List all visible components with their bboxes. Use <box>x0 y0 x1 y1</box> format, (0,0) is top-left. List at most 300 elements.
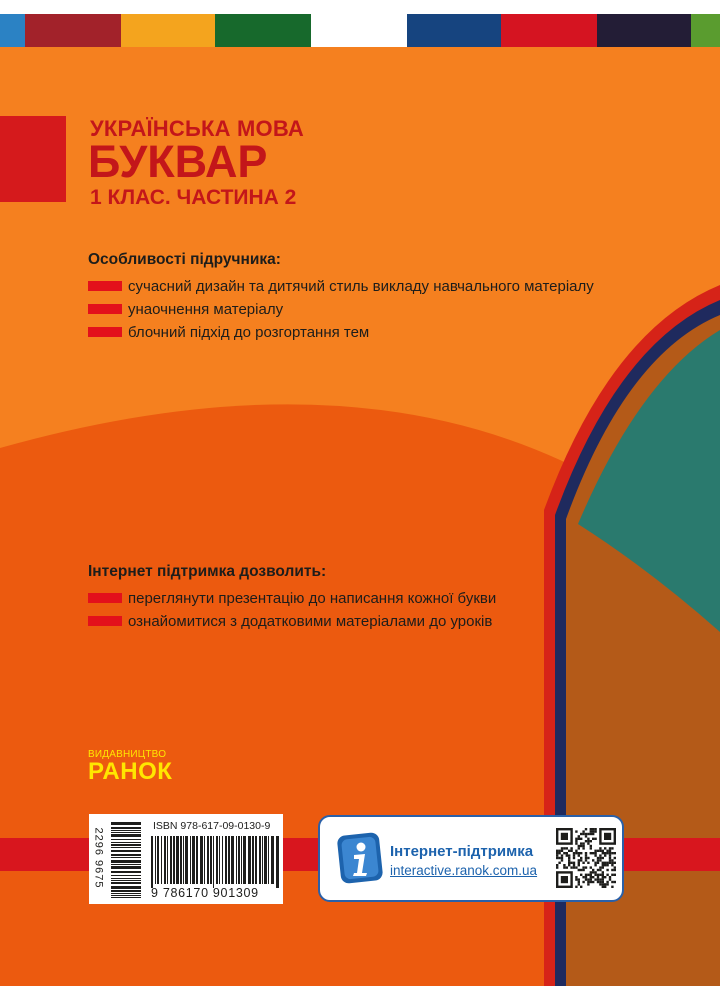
qr-module <box>568 857 570 859</box>
qr-module <box>582 866 584 868</box>
qr-module <box>590 845 592 847</box>
qr-module <box>585 840 587 842</box>
qr-module <box>611 886 613 888</box>
qr-module <box>585 833 587 835</box>
qr-module <box>614 866 616 868</box>
barcode-bar <box>228 836 230 884</box>
qr-module <box>604 886 606 888</box>
barcode-bar <box>238 836 240 884</box>
qr-module <box>585 835 587 837</box>
qr-module <box>594 852 596 854</box>
qr-module <box>556 854 558 856</box>
qr-module <box>594 828 596 830</box>
qr-module <box>558 862 560 864</box>
qr-module <box>602 852 604 854</box>
qr-module <box>568 854 570 856</box>
barcode-bar <box>200 836 203 884</box>
qr-module <box>575 876 577 878</box>
qr-module <box>580 838 582 840</box>
qr-module <box>592 859 594 861</box>
qr-module <box>604 864 606 866</box>
qr-module <box>590 881 592 883</box>
side-barcode-bar <box>111 842 141 843</box>
qr-module <box>570 862 572 864</box>
qr-module <box>587 874 589 876</box>
qr-module <box>599 850 601 852</box>
qr-module <box>582 833 584 835</box>
qr-module <box>587 840 589 842</box>
qr-module <box>582 830 584 832</box>
side-barcode-bar <box>111 844 141 846</box>
qr-module <box>614 869 616 871</box>
qr-module <box>599 874 601 876</box>
qr-module <box>602 874 604 876</box>
qr-module <box>587 857 589 859</box>
side-barcode-bar <box>111 827 141 829</box>
features-section <box>88 251 594 344</box>
qr-module <box>611 881 613 883</box>
publisher-prefix: ВИДАВНИЦТВО <box>88 749 167 760</box>
side-barcode-bar <box>111 871 141 873</box>
qr-module <box>587 833 589 835</box>
qr-module <box>582 847 584 849</box>
side-barcode-bar <box>111 897 141 898</box>
barcode-bar <box>192 836 195 884</box>
side-barcode-bar <box>111 878 141 879</box>
qr-module <box>580 869 582 871</box>
qr-module <box>594 862 596 864</box>
bullet-bar <box>88 616 122 626</box>
qr-module <box>582 876 584 878</box>
qr-module <box>594 874 596 876</box>
qr-module <box>561 847 563 849</box>
qr-module <box>606 869 608 871</box>
qr-module <box>575 852 577 854</box>
barcode-bar <box>255 836 257 884</box>
qr-module <box>604 876 606 878</box>
qr-module <box>606 874 608 876</box>
barcode-bar <box>276 836 279 888</box>
qr-module <box>578 847 580 849</box>
bullet-bar <box>88 281 122 291</box>
barcode-bar <box>216 836 218 884</box>
qr-module <box>580 874 582 876</box>
qr-module <box>585 866 587 868</box>
qr-module <box>568 862 570 864</box>
qr-module <box>587 883 589 885</box>
isbn-label: ISBN 978-617-09-0130-9 <box>153 820 271 832</box>
qr-module <box>563 866 565 868</box>
qr-module <box>609 857 611 859</box>
qr-module <box>594 878 596 880</box>
barcode-bar <box>236 836 237 884</box>
qr-module <box>604 862 606 864</box>
qr-module <box>573 857 575 859</box>
qr-module <box>594 830 596 832</box>
qr-module <box>561 857 563 859</box>
qr-module <box>594 871 596 873</box>
support-card-title: Інтернет-підтримка <box>390 843 534 860</box>
qr-module <box>582 842 584 844</box>
qr-module <box>602 862 604 864</box>
qr-module <box>592 869 594 871</box>
side-barcode-bar <box>111 880 141 881</box>
barcode-bar <box>161 836 162 884</box>
qr-module <box>599 878 601 880</box>
support-section <box>88 563 497 633</box>
side-barcode-bar <box>111 890 141 892</box>
qr-module <box>599 857 601 859</box>
qr-module <box>611 862 613 864</box>
qr-module <box>609 859 611 861</box>
barcode-bar <box>248 836 251 884</box>
qr-module <box>599 881 601 883</box>
qr-module <box>575 886 577 888</box>
qr-module <box>573 852 575 854</box>
qr-module <box>606 850 608 852</box>
qr-module <box>592 833 594 835</box>
qr-module <box>590 830 592 832</box>
qr-module <box>611 847 613 849</box>
barcode-bar <box>222 836 223 884</box>
qr-module <box>570 847 572 849</box>
side-barcode-bar <box>111 839 141 840</box>
qr-module <box>590 866 592 868</box>
qr-module <box>578 881 580 883</box>
qr-module <box>602 878 604 880</box>
qr-module <box>597 874 599 876</box>
side-barcode-bar <box>111 875 141 876</box>
side-barcode-bar <box>111 854 141 856</box>
qr-module <box>575 840 577 842</box>
qr-module <box>556 852 558 854</box>
qr-module <box>568 850 570 852</box>
feature-item: унаочнення матеріалу <box>88 298 281 321</box>
barcode-bar <box>173 836 175 884</box>
qr-module <box>599 854 601 856</box>
support-card-url[interactable]: interactive.ranok.com.ua <box>390 863 538 878</box>
qr-module <box>585 876 587 878</box>
qr-module <box>602 881 604 883</box>
qr-module <box>599 866 601 868</box>
internet-support-card[interactable] <box>318 815 624 902</box>
qr-module <box>594 838 596 840</box>
barcode-bar <box>207 836 209 884</box>
qr-module <box>604 852 606 854</box>
barcode-bar <box>225 836 227 884</box>
qr-module <box>606 862 608 864</box>
side-barcode-bar <box>111 850 141 852</box>
qr-module <box>599 869 601 871</box>
side-barcode-bar <box>111 893 141 894</box>
qr-module <box>592 871 594 873</box>
qr-module <box>578 869 580 871</box>
publisher-name: РАНОК <box>88 758 173 785</box>
qr-module <box>578 862 580 864</box>
qr-module <box>604 847 606 849</box>
qr-module <box>575 842 577 844</box>
barcode-bar <box>167 836 168 884</box>
qr-module <box>602 850 604 852</box>
barcode-digits: 9 786170 901309 <box>151 886 259 900</box>
qr-module <box>611 869 613 871</box>
support-item: ознайомитися з додатковими матеріалами до уроків <box>88 610 326 633</box>
qr-module <box>566 866 568 868</box>
qr-module <box>575 850 577 852</box>
qr-module <box>568 864 570 866</box>
side-barcode-bar <box>111 864 141 865</box>
barcode-bar <box>231 836 234 884</box>
qr-module <box>594 864 596 866</box>
barcode-bar <box>176 836 179 884</box>
qr-module <box>597 857 599 859</box>
qr-module <box>590 874 592 876</box>
qr-module <box>578 864 580 866</box>
grade-part: 1 КЛАС. ЧАСТИНА 2 <box>90 186 297 209</box>
qr-module <box>602 857 604 859</box>
qr-module <box>590 876 592 878</box>
side-barcode-bar <box>111 860 141 863</box>
barcode-bar <box>259 836 261 884</box>
qr-module <box>597 869 599 871</box>
qr-module <box>585 854 587 856</box>
qr-module <box>573 854 575 856</box>
qr-module <box>611 859 613 861</box>
qr-module <box>604 883 606 885</box>
qr-module <box>580 845 582 847</box>
qr-module <box>580 833 582 835</box>
qr-module <box>611 864 613 866</box>
qr-module <box>578 835 580 837</box>
qr-module <box>585 859 587 861</box>
qr-module <box>602 871 604 873</box>
qr-module <box>566 852 568 854</box>
qr-module <box>570 850 572 852</box>
qr-module <box>578 838 580 840</box>
qr-module <box>592 876 594 878</box>
bullet-bar <box>88 304 122 314</box>
qr-module <box>597 876 599 878</box>
qr-module <box>606 864 608 866</box>
qr-module <box>587 842 589 844</box>
qr-module <box>561 854 563 856</box>
qr-module <box>590 871 592 873</box>
qr-module <box>578 845 580 847</box>
qr-module <box>556 857 558 859</box>
features-heading: Особливості підручника: <box>88 251 281 268</box>
barcode-box <box>89 814 283 904</box>
qr-module <box>585 874 587 876</box>
qr-module <box>563 847 565 849</box>
qr-module <box>597 862 599 864</box>
barcode-bar <box>185 836 188 884</box>
qr-module <box>578 883 580 885</box>
qr-module <box>609 854 611 856</box>
qr-module <box>563 864 565 866</box>
barcode-bar <box>204 836 205 884</box>
barcode-bar <box>180 836 182 884</box>
side-barcode-bar <box>111 866 141 869</box>
qr-module <box>561 859 563 861</box>
barcode-bar <box>243 836 246 884</box>
side-code: 2296 9675 <box>92 827 105 889</box>
qr-module <box>587 862 589 864</box>
qr-module <box>599 883 601 885</box>
qr-module <box>561 850 563 852</box>
qr-module <box>587 878 589 880</box>
qr-module <box>597 850 599 852</box>
qr-module <box>582 845 584 847</box>
qr-module <box>609 862 611 864</box>
qr-module <box>590 828 592 830</box>
qr-module <box>580 886 582 888</box>
qr-module <box>606 852 608 854</box>
subject-title: УКРАЇНСЬКА МОВА <box>90 116 304 141</box>
book-title: БУКВАР <box>88 136 268 187</box>
barcode-bar <box>271 836 274 884</box>
barcode-bar <box>241 836 242 884</box>
qr-module <box>590 840 592 842</box>
qr-module <box>578 852 580 854</box>
support-item: переглянути презентацію до написання кожної букви <box>88 587 326 610</box>
bullet-bar <box>88 593 122 603</box>
qr-module <box>604 854 606 856</box>
qr-module <box>580 857 582 859</box>
qr-module <box>592 838 594 840</box>
qr-module <box>611 874 613 876</box>
side-barcode-bar <box>111 895 141 896</box>
qr-module <box>606 883 608 885</box>
qr-module <box>558 850 560 852</box>
qr-module <box>580 842 582 844</box>
barcode-bar <box>164 836 166 884</box>
barcode-bar <box>190 836 191 884</box>
qr-module <box>575 838 577 840</box>
qr-module <box>614 862 616 864</box>
qr-finder <box>561 876 568 883</box>
qr-module <box>614 874 616 876</box>
qr-module <box>575 878 577 880</box>
qr-module <box>587 838 589 840</box>
qr-module <box>556 866 558 868</box>
qr-module <box>585 857 587 859</box>
qr-module <box>590 833 592 835</box>
support-heading: Інтернет підтримка дозволить: <box>88 563 327 580</box>
qr-module <box>575 866 577 868</box>
barcode-bar <box>252 836 254 884</box>
qr-module <box>602 886 604 888</box>
side-barcode-bar <box>111 882 141 884</box>
qr-module <box>592 830 594 832</box>
qr-module <box>582 869 584 871</box>
qr-module <box>597 881 599 883</box>
qr-module <box>580 852 582 854</box>
barcode-bar <box>268 836 269 884</box>
barcode-bar <box>183 836 184 884</box>
title-red-mark <box>0 116 66 202</box>
qr-module <box>556 864 558 866</box>
qr-module <box>563 852 565 854</box>
qr-module <box>609 850 611 852</box>
qr-module <box>582 881 584 883</box>
qr-module <box>568 859 570 861</box>
qr-module <box>578 854 580 856</box>
qr-module <box>602 883 604 885</box>
qr-module <box>570 866 572 868</box>
qr-module <box>614 852 616 854</box>
barcode-bar <box>213 836 214 888</box>
qr-module <box>580 859 582 861</box>
side-barcode-bar <box>111 886 141 889</box>
qr-module <box>594 850 596 852</box>
qr-module <box>590 878 592 880</box>
barcode-bar <box>264 836 267 884</box>
qr-module <box>590 847 592 849</box>
side-barcode-bar <box>111 834 141 837</box>
qr-module <box>587 881 589 883</box>
bullet-bar <box>88 327 122 337</box>
qr-module <box>582 862 584 864</box>
qr-module <box>558 857 560 859</box>
qr-module <box>585 878 587 880</box>
qr-module <box>599 859 601 861</box>
qr-module <box>609 876 611 878</box>
qr-module <box>609 847 611 849</box>
qr-module <box>585 852 587 854</box>
qr-module <box>609 878 611 880</box>
qr-module <box>594 854 596 856</box>
barcode-bar <box>196 836 198 884</box>
info-icon <box>336 829 384 885</box>
barcode-bar <box>151 836 153 888</box>
side-barcode-bar <box>111 822 141 825</box>
qr-finder <box>561 833 568 840</box>
qr-module <box>606 881 608 883</box>
qr-module <box>566 847 568 849</box>
feature-item: блочний підхід до розгортання тем <box>88 321 281 344</box>
qr-module <box>597 859 599 861</box>
side-barcode-bar <box>111 857 141 858</box>
qr-module <box>602 866 604 868</box>
qr-module <box>566 854 568 856</box>
barcode-bar <box>210 836 212 884</box>
qr-module <box>614 881 616 883</box>
qr-module <box>578 878 580 880</box>
qr-module <box>597 878 599 880</box>
qr-module <box>599 847 601 849</box>
qr-module <box>614 857 616 859</box>
qr-module <box>578 859 580 861</box>
qr-module <box>558 852 560 854</box>
qr-module <box>573 862 575 864</box>
qr-module <box>575 830 577 832</box>
qr-module <box>590 852 592 854</box>
qr-module <box>585 828 587 830</box>
side-barcode-bar <box>111 832 141 833</box>
qr-finder <box>604 833 611 840</box>
qr-module <box>573 864 575 866</box>
qr-code-icon[interactable] <box>556 825 616 891</box>
qr-module <box>602 876 604 878</box>
barcode-bar <box>155 836 156 884</box>
barcode-bar <box>262 836 263 884</box>
feature-item: сучасний дизайн та дитячий стиль викладу навчального матеріалу <box>88 275 281 298</box>
qr-module <box>592 881 594 883</box>
qr-module <box>573 866 575 868</box>
barcode-bar <box>157 836 159 884</box>
qr-module <box>592 852 594 854</box>
qr-module <box>592 828 594 830</box>
